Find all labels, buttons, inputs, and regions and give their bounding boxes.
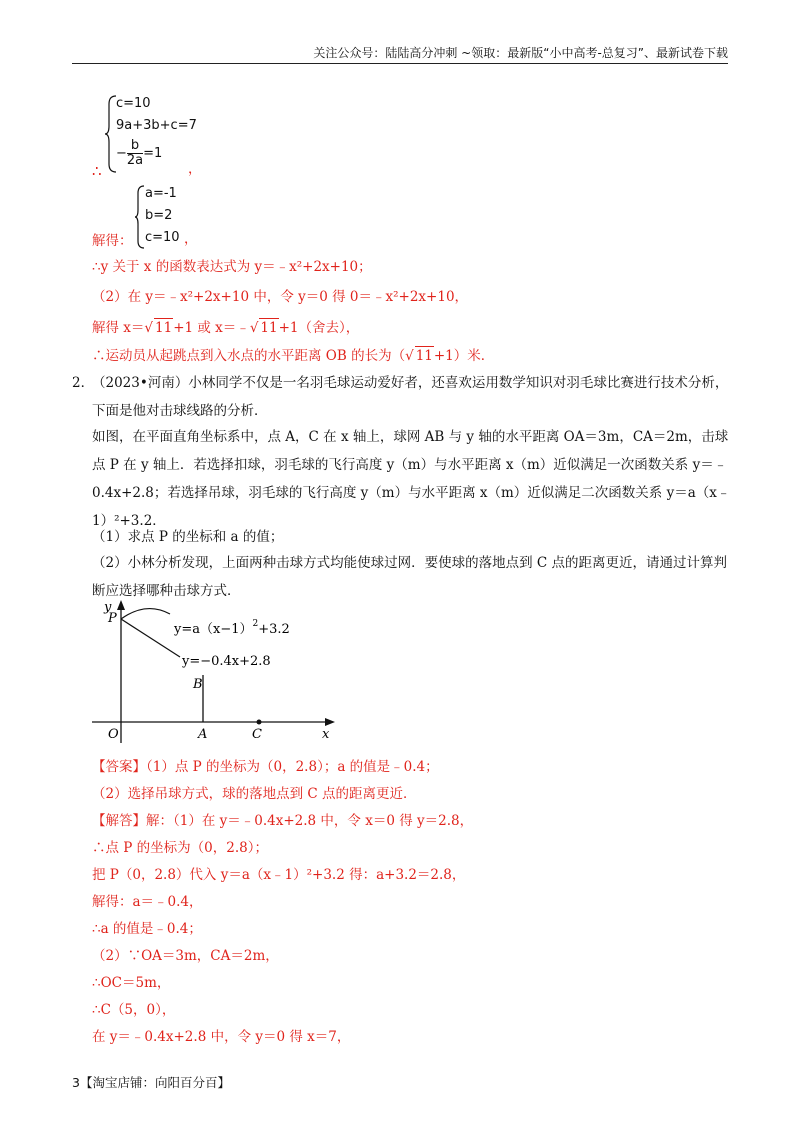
page-footer: 3【淘宝店铺：向阳百分百】 bbox=[72, 1075, 230, 1090]
parabola-label: $y=a(x-1)^2+3.2$ bbox=[174, 619, 290, 637]
therefore-symbol: ∴ bbox=[92, 162, 102, 180]
point-C-marker bbox=[257, 720, 262, 725]
system2-trail: ， bbox=[184, 231, 198, 247]
answer-line-2: （2）选择吊球方式，球的落地点到 C 点的距离更近． bbox=[92, 786, 417, 802]
solve-label: 解得： bbox=[92, 233, 133, 249]
frac-numerator: b bbox=[127, 139, 143, 154]
problem-statement: 如图，在平面直角坐标系中，点 A，C 在 x 轴上，球网 AB 与 y 轴的水平距离 OA＝3m，CA＝2m，击球点 P 在 y 轴上．若选择扣球，羽毛球的飞行高度 y（m）与水平距离 x（m）近似满足一次函数关系 y＝﹣0.4x+2.8；若选择吊球，羽毛球的飞行高度 y（m）与水平距离 x（m）近似满足二次函数关系 y＝a（x﹣1）²+3.2． bbox=[92, 429, 731, 529]
system2-row3: c=10 bbox=[145, 230, 180, 245]
solution-step-4: 解得：a＝﹣0.4， bbox=[92, 894, 203, 910]
solution-step-5: ∴a 的值是﹣0.4； bbox=[92, 921, 202, 937]
line-label: y=−0.4x+2.8 bbox=[182, 654, 271, 669]
sqrt-radicand: 11 bbox=[260, 320, 278, 336]
solution-line-2: （2）在 y＝﹣x²+2x+10 中，令 y＝0 得 0＝﹣x²+2x+10， bbox=[92, 289, 469, 305]
system2-row1: a=-1 bbox=[145, 186, 177, 201]
system1-row2: 9a+3b+c=7 bbox=[116, 118, 197, 133]
question-2: （2）小林分析发现，上面两种击球方式均能使球过网．要使球的落地点到 C 点的距离更近，请通过计算判断应选择哪种击球方式． bbox=[92, 555, 727, 599]
problem-intro: （2023•河南）小林同学不仅是一名羽毛球运动爱好者，还喜欢运用数学知识对羽毛球比赛进行技术分析，下面是他对击球线路的分析． bbox=[92, 375, 729, 419]
solution-step-6: （2）∵OA＝3m，CA＝2m， bbox=[92, 948, 279, 964]
y-axis-arrow-icon bbox=[117, 600, 125, 610]
answer-line-1: 【答案】（1）点 P 的坐标为（0，2.8）；a 的值是﹣0.4； bbox=[92, 759, 439, 775]
system1-row1: c=10 bbox=[116, 96, 151, 111]
x-axis-label: x bbox=[322, 727, 330, 742]
sqrt-radicand: 11 bbox=[415, 348, 433, 364]
solution-line-3: 解得 x＝√ 11+1 或 x＝﹣√ 11+1（舍去）， bbox=[92, 320, 360, 336]
answer-tag: 【答案】 bbox=[92, 759, 146, 775]
system1-trail: ， bbox=[188, 161, 202, 177]
linear-path bbox=[121, 619, 180, 657]
point-P-label: P bbox=[108, 611, 117, 626]
point-B-label: B bbox=[193, 677, 203, 692]
y-axis-label: y bbox=[104, 600, 112, 615]
solution-line-4: ∴运动员从起跳点到入水点的水平距离 OB 的长为（√ 11+1）米． bbox=[92, 348, 495, 364]
solution-step-1: 【解答】解：（1）在 y＝﹣0.4x+2.8 中，令 x＝0 得 y＝2.8， bbox=[92, 813, 474, 829]
header-rule bbox=[72, 63, 728, 64]
question-1: （1）求点 P 的坐标和 a 的值； bbox=[92, 529, 284, 545]
solution-tag: 【解答】 bbox=[92, 813, 146, 829]
parabola-curve bbox=[121, 609, 170, 619]
x-axis-arrow-icon bbox=[325, 718, 335, 726]
sqrt-radicand: 11 bbox=[155, 320, 173, 336]
solution-step-3: 把 P（0，2.8）代入 y＝a（x﹣1）²+3.2 得：a+3.2＝2.8， bbox=[92, 867, 466, 883]
problem-number: 2． bbox=[72, 375, 95, 391]
solution-step-7: ∴OC＝5m， bbox=[92, 975, 171, 991]
solution-step-8: ∴C（5，0）， bbox=[92, 1002, 176, 1018]
system1-row3: − $\frac{b}{2a}$ =1 bbox=[116, 138, 163, 168]
system1-row3-tail: =1 bbox=[143, 146, 163, 161]
solution-line-1: ∴y 关于 x 的函数表达式为 y＝﹣x²+2x+10； bbox=[92, 259, 372, 275]
coordinate-figure bbox=[90, 598, 350, 748]
point-A-label: A bbox=[198, 727, 208, 742]
page-header: 关注公众号：陆陆高分冲刺 ~领取：最新版“小中高考-总复习”、最新试卷下载 bbox=[313, 46, 728, 60]
frac-denominator: 2a bbox=[126, 153, 144, 168]
point-C-label: C bbox=[252, 727, 262, 742]
solution-step-9: 在 y＝﹣0.4x+2.8 中，令 y＝0 得 x＝7， bbox=[92, 1029, 351, 1045]
system2-row2: b=2 bbox=[145, 208, 173, 223]
solution-step-2: ∴点 P 的坐标为（0，2.8）； bbox=[92, 840, 268, 856]
origin-label: O bbox=[108, 727, 119, 742]
